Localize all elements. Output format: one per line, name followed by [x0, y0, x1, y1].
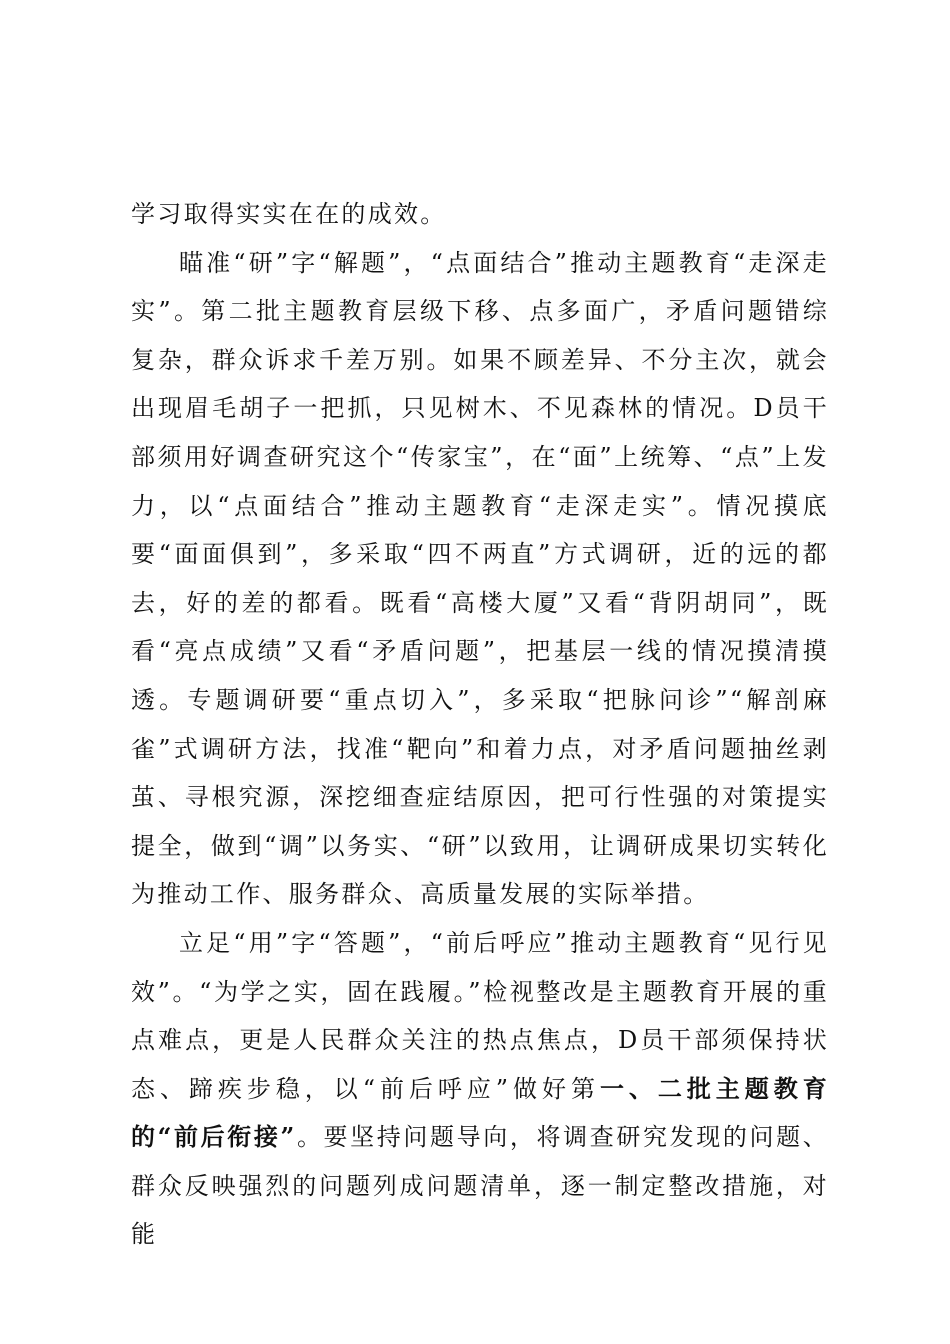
- document-body: [131, 190, 829, 1259]
- paragraph-2-text: 瞄准“研”字“解题”，“点面结合”推动主题教育“走深走实”。第二批主题教育层级下移、点多面广，矛盾问题错综复杂，群众诉求千差万别。如果不顾差异、不分主次，就会出现眉毛胡子一把抓，只见树木、不见森林的情况。D员干部须用好调查研究这个“传家宝”，在“面”上统筹、“点”上发力，以“点面结合”推动主题教育“走深走实”。情况摸底要“面面俱到”，多采取“四不两直”方式调研，近的远的都去，好的差的都看。既看“高楼大厦”又看“背阴胡同”，既看“亮点成绩”又看“矛盾问题”，把基层一线的情况摸清摸透。专题调研要“重点切入”，多采取“把脉问诊”“解剖麻雀”式调研方法，找准“靶向”和着力点，对矛盾问题抽丝剥茧、寻根究源，深挖细查症结原因，把可行性强的对策提实提全，做到“调”以务实、“研”以致用，让调研成果切实转化为推动工作、服务群众、高质量发展的实际举措。: [131, 248, 829, 909]
- paragraph-3-text-a: 立足“用”字“答题”，“前后呼应”推动主题教育“见行见效”。“为学之实，固在践履。”检视整改是主题教育开展的重点难点，更是人民群众关注的热点焦点，D员干部须保持状态、蹄疾步稳，以“前后呼应”做好第: [131, 928, 829, 1103]
- paragraph-3-bold-text: 一、二批主题教育的“前后衔接”: [131, 1073, 830, 1152]
- paragraph-2: [131, 239, 829, 919]
- paragraph-3-text-b: 。要坚持问题导向，将调查研究发现的问题、群众反映强烈的问题列成问题清单，逐一制定整改措施，对能: [131, 1123, 829, 1249]
- paragraph-3: [131, 919, 829, 1259]
- paragraph-1-text: 学习取得实实在在的成效。: [131, 200, 447, 228]
- paragraph-1: [131, 190, 829, 239]
